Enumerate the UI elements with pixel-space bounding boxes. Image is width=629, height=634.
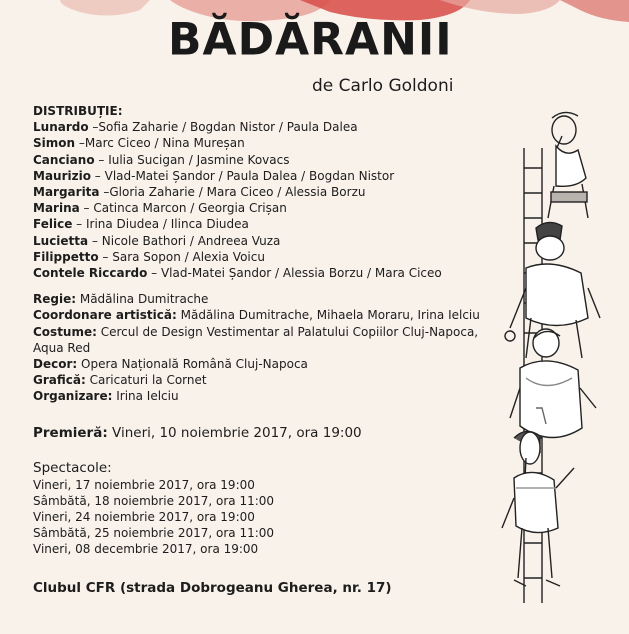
- cast-role: Canciano: [33, 152, 95, 167]
- show-date: Vineri, 24 noiembrie 2017, ora 19:00: [33, 510, 255, 525]
- venue: Clubul CFR (strada Dobrogeanu Gherea, nr. 17): [33, 579, 392, 596]
- cast-role: Filippetto: [33, 249, 99, 264]
- cast-role: Lunardo: [33, 120, 89, 135]
- credit-row: [33, 356, 513, 372]
- credit-label: Organizare:: [33, 389, 113, 404]
- credits-list: [33, 291, 513, 404]
- show-date: Vineri, 08 decembrie 2017, ora 19:00: [33, 542, 259, 557]
- credit-value: Irina Ielciu: [112, 389, 179, 404]
- show-date: Vineri, 17 noiembrie 2017, ora 19:00: [33, 477, 255, 492]
- cast-role: Felice: [33, 217, 73, 232]
- credit-label: Regie:: [33, 292, 77, 307]
- cast-row: [33, 184, 513, 200]
- cast-separator: –: [147, 266, 161, 281]
- cast-row: [33, 135, 513, 151]
- credit-label: Costume:: [33, 324, 97, 339]
- cast-actors: Sara Sopon / Alexia Voicu: [112, 249, 265, 264]
- cast-actors: Sofia Zaharie / Bogdan Nistor / Paula Dalea: [98, 120, 358, 135]
- cast-row: [33, 200, 513, 216]
- caricature-illustration: [496, 108, 616, 608]
- cast-row: [33, 249, 513, 265]
- cast-role: Margarita: [33, 185, 100, 200]
- cast-separator: –: [94, 152, 109, 167]
- cast-separator: –: [72, 217, 86, 232]
- credit-value: Mădălina Dumitrache: [76, 292, 209, 307]
- cast-actors: Iulia Sucigan / Jasmine Kovacs: [108, 152, 290, 167]
- cast-heading: DISTRIBUȚIE:: [33, 104, 123, 118]
- cast-row: [33, 152, 513, 168]
- credit-label: Decor:: [33, 357, 78, 372]
- cast-role: Lucietta: [33, 233, 89, 248]
- credit-label: Coordonare artistică:: [33, 308, 177, 323]
- credit-row: [33, 324, 513, 340]
- credit-row: [33, 388, 513, 404]
- premiere-line: Premieră: Vineri, 10 noiembrie 2017, ora 19:00: [33, 424, 362, 441]
- shows-heading: Spectacole:: [33, 459, 112, 476]
- credit-row: [33, 307, 513, 323]
- show-date: Sâmbătă, 25 noiembrie 2017, ora 11:00: [33, 526, 275, 541]
- cast-row: [33, 233, 513, 249]
- page-title: BĂDĂRANII: [168, 13, 453, 66]
- credit-value: Opera Națională Română Cluj-Napoca: [77, 357, 308, 372]
- cast-role: Marina: [33, 201, 80, 216]
- cast-separator: –: [90, 168, 105, 183]
- credit-value: Caricaturi la Cornet: [85, 373, 207, 388]
- cast-row: [33, 119, 513, 135]
- cast-actors: Irina Diudea / Ilinca Diudea: [85, 217, 249, 232]
- cast-role: Maurizio: [33, 168, 91, 183]
- cast-row: [33, 265, 513, 281]
- cast-separator: –: [75, 136, 85, 151]
- cast-actors: Marc Ciceo / Nina Mureșan: [84, 136, 245, 151]
- cast-separator: –: [88, 120, 99, 135]
- credit-label: Grafică:: [33, 373, 86, 388]
- credit-row: [33, 340, 513, 356]
- cast-row: [33, 216, 513, 232]
- cast-actors: Vlad-Matei Șandor / Paula Dalea / Bogdan Nistor: [104, 168, 395, 183]
- show-date: Sâmbătă, 18 noiembrie 2017, ora 11:00: [33, 493, 275, 508]
- credit-value: Cercul de Design Vestimentar al Palatului Copiilor Cluj-Napoca,: [96, 324, 479, 339]
- credit-row: [33, 372, 513, 388]
- cast-role: Contele Riccardo: [33, 266, 148, 281]
- cast-actors: Gloria Zaharie / Mara Ciceo / Alessia Borzu: [109, 185, 366, 200]
- cast-list: [33, 119, 513, 281]
- shows-list: [33, 477, 513, 558]
- credit-row: [33, 291, 513, 307]
- cast-row: [33, 168, 513, 184]
- credit-value: Mădălina Dumitrache, Mihaela Moraru, Irina Ielciu: [176, 308, 480, 323]
- author-subtitle: de Carlo Goldoni: [312, 76, 454, 96]
- cast-separator: –: [99, 185, 110, 200]
- cast-separator: –: [88, 233, 102, 248]
- cast-actors: Vlad-Matei Șandor / Alessia Borzu / Mara Ciceo: [160, 266, 442, 281]
- cast-separator: –: [79, 201, 94, 216]
- credit-value: Aqua Red: [33, 340, 91, 355]
- poster-body: [33, 103, 513, 596]
- cast-actors: Catinca Marcon / Georgia Crișan: [93, 201, 287, 216]
- cast-role: Simon: [33, 136, 76, 151]
- cast-separator: –: [98, 249, 113, 264]
- cast-actors: Nicole Bathori / Andreea Vuza: [101, 233, 281, 248]
